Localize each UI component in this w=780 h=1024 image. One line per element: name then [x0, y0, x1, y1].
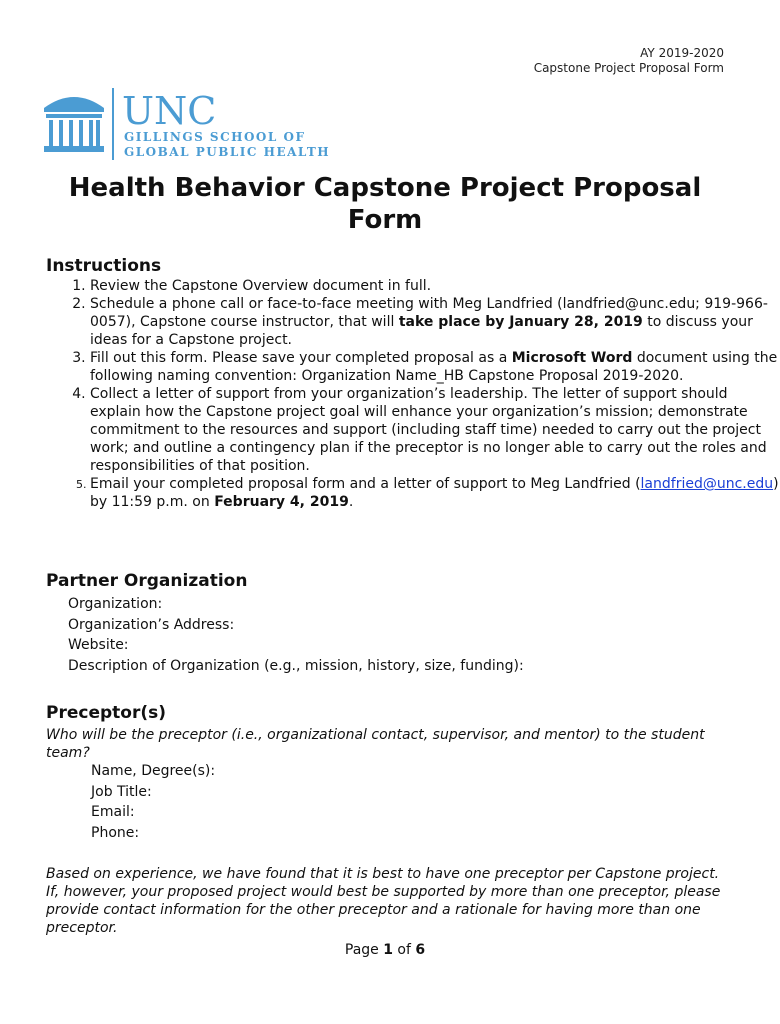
page-number: 1 [383, 942, 393, 958]
page-title: Health Behavior Capstone Project Proposal Form [68, 173, 702, 235]
list-item [90, 295, 780, 349]
description-field-label: Description of Organization (e.g., mission, history, size, funding): [68, 657, 524, 674]
footer-page-word: Page [344, 942, 384, 958]
deadline-text: take place by January 28, 2019 [398, 314, 643, 330]
unc-gillings-logo [44, 88, 344, 162]
page-header [534, 46, 724, 76]
instructions-list [46, 277, 780, 511]
preceptor-heading: Preceptor(s) [46, 703, 166, 723]
old-well-icon [44, 97, 104, 152]
format-text: Microsoft Word [511, 350, 633, 366]
list-item [90, 349, 780, 385]
list-item-text: Schedule a phone call or face-to-face meeting with Meg Landfried (landfried@unc.edu; 919-966-0057), Capstone course instructor, that will [90, 296, 768, 330]
logo-unc-text: UNC [122, 89, 217, 133]
phone-field-label: Phone: [91, 824, 140, 841]
email-link[interactable]: landfried@unc.edu [640, 476, 774, 492]
preceptor-note: Based on experience, we have found that it is best to have one preceptor per Capstone project. If, however, your proposed project would best be supported by more than one preceptor, please provide contact information for the other preceptor and a rationale for having more than one preceptor. [46, 866, 721, 936]
list-item-text: Fill out this form. Please save your completed proposal as a [90, 350, 512, 366]
list-item-text: Collect a letter of support from your organization’s leadership. The letter of support should explain how the Capstone project goal will enhance your organization’s mission; demonstrate commitment to the resources and support (including staff time) needed to carry out the project work; and outline a contingency plan if the preceptor is no longer able to carry out the roles and responsibilities of that position. [90, 386, 767, 474]
website-field-label: Website: [68, 637, 129, 653]
logo-divider [112, 88, 114, 160]
list-item-text: document using the following naming convention: Organization Name_HB Capstone Proposal 2019-2020. [90, 350, 778, 384]
list-item-text: ) by 11:59 p.m. on [90, 476, 779, 510]
email-field-label: Email: [91, 804, 135, 820]
job-title-field-label: Job Title: [91, 783, 152, 800]
organization-field-label: Organization: [68, 596, 163, 612]
footer-of-word: of [392, 942, 416, 958]
page-total: 6 [415, 942, 426, 958]
list-item-text: . [348, 494, 354, 510]
list-item [90, 277, 780, 295]
list-item-text: Review the Capstone Overview document in full. [90, 278, 432, 294]
list-item-text: to discuss your ideas for a Capstone project. [90, 314, 753, 348]
list-item [90, 475, 780, 511]
form-name: Capstone Project Proposal Form [533, 61, 724, 75]
partner-fields [68, 594, 524, 676]
instructions-heading: Instructions [46, 256, 162, 276]
deadline-text: February 4, 2019 [214, 494, 349, 510]
preceptor-fields [91, 761, 215, 843]
logo-line1: GILLINGS SCHOOL OF [124, 130, 306, 144]
list-item [90, 385, 780, 475]
name-degree-field-label: Name, Degree(s): [91, 763, 216, 779]
address-field-label: Organization’s Address: [68, 616, 235, 633]
list-item-text: Email your completed proposal form and a letter of support to Meg Landfried ( [90, 476, 641, 492]
preceptor-question: Who will be the preceptor (i.e., organizational contact, supervisor, and mentor) to the student team? [46, 727, 705, 761]
academic-year: AY 2019-2020 [640, 46, 724, 60]
page-footer [0, 941, 770, 959]
logo-line2: GLOBAL PUBLIC HEALTH [124, 145, 331, 159]
partner-heading: Partner Organization [46, 571, 248, 591]
